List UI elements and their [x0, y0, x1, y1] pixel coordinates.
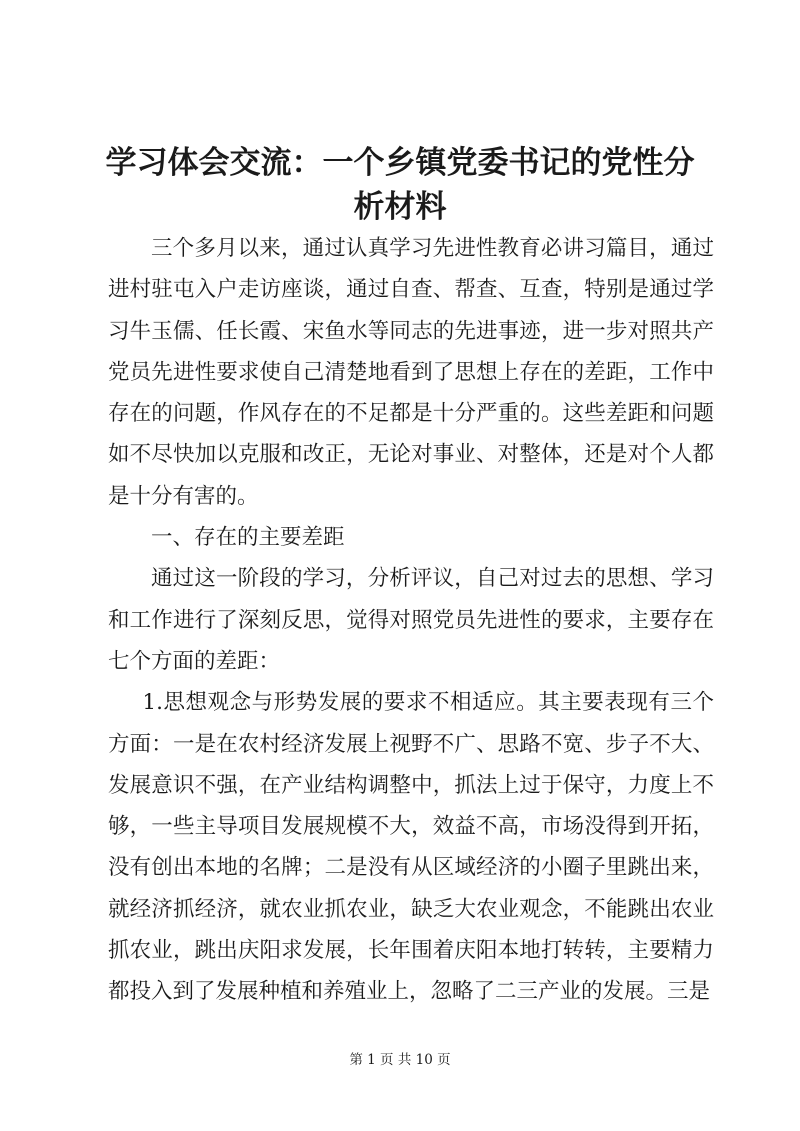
paragraph-intro: 三个多月以来，通过认真学习先进性教育必讲习篇目，通过进村驻屯入户走访座谈，通过自查、帮查、互查，特别是通过学习牛玉儒、任长霞、宋鱼水等同志的先进事迹，进一步对照共产党员先进性要求使自己清楚地看到了思想上存在的差距，工作中存在的问题，作风存在的不足都是十分严重的。这些差距和问题如不尽快加以克服和改正，无论对事业、对整体，还是对个人都是十分有害的。 [108, 236, 714, 509]
section-heading: 一、存在的主要差距 [151, 525, 345, 551]
page-number-footer: 第 1 页 共 10 页 [349, 1052, 451, 1068]
document-body [108, 228, 714, 1013]
paragraph-overview: 通过这一阶段的学习，分析评议，自己对过去的思想、学习和工作进行了深刻反思，觉得对照党员先进性的要求，主要存在七个方面的差距： [108, 566, 714, 674]
paragraph-item-1: 1.思想观念与形势发展的要求不相适应。其主要表现有三个方面：一是在农村经济发展上视野不广、思路不宽、步子不大、发展意识不强，在产业结构调整中，抓法上过于保守，力度上不够，一些主导项目发展规模不大，效益不高，市场没得到开拓，没有创出本地的名牌；二是没有从区域经济的小圈子里跳出来，就经济抓经济，就农业抓农业，缺乏大农业观念，不能跳出农业抓农业，跳出庆阳求发展，长年围着庆阳本地打转转，主要精力都投入到了发展种植和养殖业上，忽略了二三产业的发展。三是 [108, 690, 714, 1005]
document-title: 学习体会交流：一个乡镇党委书记的党性分析材料 [105, 145, 695, 225]
